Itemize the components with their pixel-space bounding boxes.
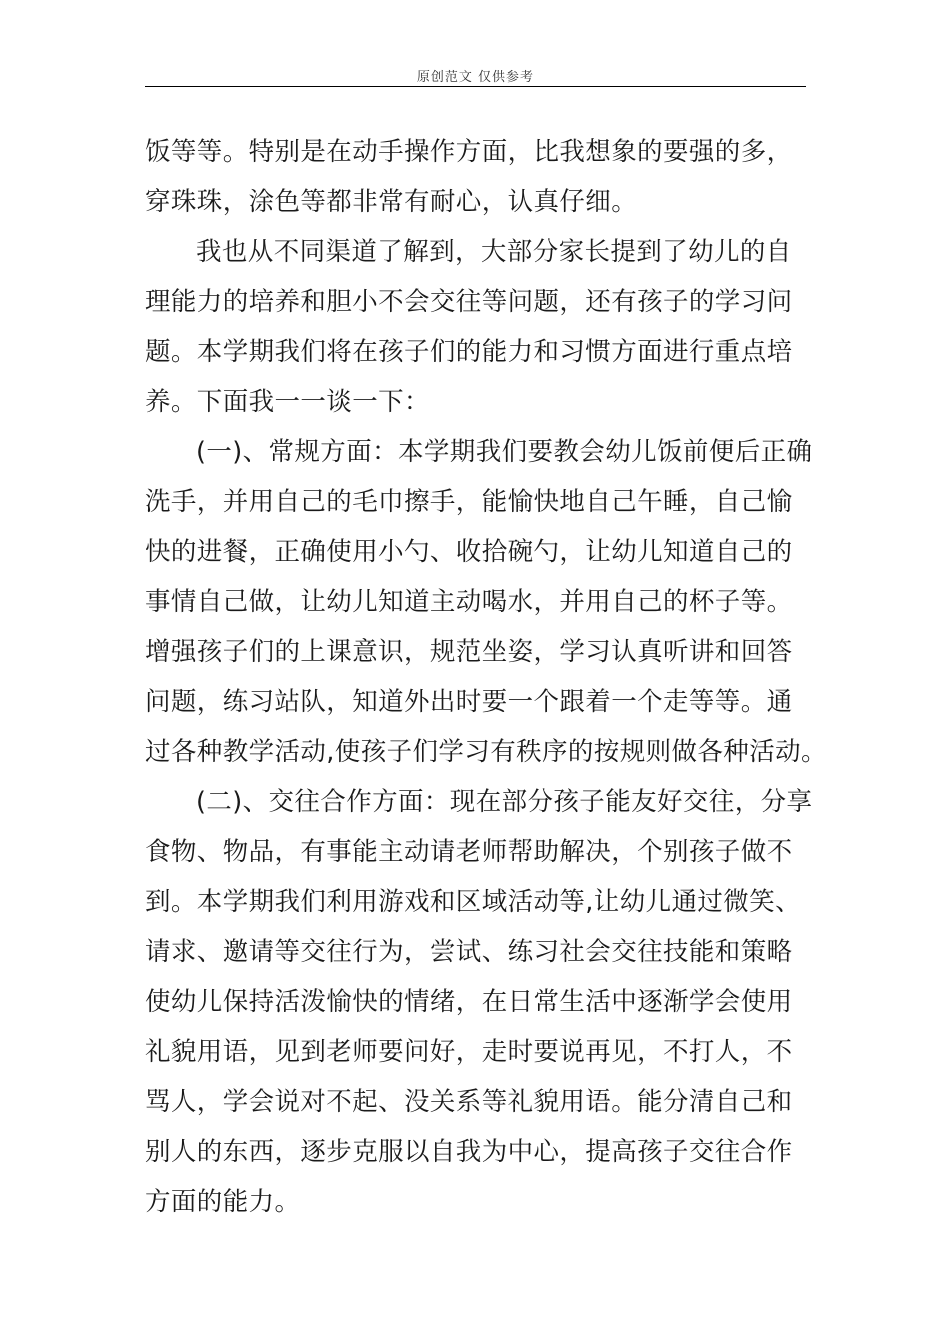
text-line: 饭等等。特别是在动手操作方面，比我想象的要强的多，: [145, 137, 793, 167]
text-line: 事情自己做，让幼儿知道主动喝水，并用自己的杯子等。: [145, 587, 793, 617]
paragraph-start-line: (一)、常规方面：本学期我们要教会幼儿饭前便后正确: [196, 437, 813, 467]
text-line: 养。下面我一一谈一下：: [145, 387, 430, 417]
text-line: 问题，练习站队，知道外出时要一个跟着一个走等等。通: [145, 687, 793, 717]
text-line: 洗手，并用自己的毛巾擦手，能愉快地自己午睡，自己愉: [145, 487, 793, 517]
paragraph-start-line: 我也从不同渠道了解到，大部分家长提到了幼儿的自: [196, 237, 792, 267]
header-divider: [145, 86, 806, 87]
text-line: 骂人，学会说对不起、没关系等礼貌用语。能分清自己和: [145, 1087, 793, 1117]
page-header: 原创范文 仅供参考: [416, 70, 535, 85]
text-line: 理能力的培养和胆小不会交往等问题，还有孩子的学习问: [145, 287, 793, 317]
paragraph-start-line: (二)、交往合作方面：现在部分孩子能友好交往，分享: [196, 787, 813, 817]
text-line: 别人的东西，逐步克服以自我为中心，提高孩子交往合作: [145, 1137, 793, 1167]
text-line: 到。本学期我们利用游戏和区域活动等,让幼儿通过微笑、: [145, 887, 802, 917]
text-line: 礼貌用语，见到老师要问好，走时要说再见，不打人，不: [145, 1037, 793, 1067]
text-line: 方面的能力。: [145, 1187, 301, 1217]
document-body: [145, 127, 827, 1227]
text-line: 增强孩子们的上课意识，规范坐姿，学习认真听讲和回答: [145, 637, 793, 667]
text-line: 题。本学期我们将在孩子们的能力和习惯方面进行重点培: [145, 337, 793, 367]
text-line: 过各种教学活动,使孩子们学习有秩序的按规则做各种活动。: [145, 737, 827, 767]
text-line: 快的进餐，正确使用小勺、收拾碗勺，让幼儿知道自己的: [145, 537, 793, 567]
text-line: 请求、邀请等交往行为，尝试、练习社会交往技能和策略: [145, 937, 793, 967]
text-line: 食物、物品，有事能主动请老师帮助解决，个别孩子做不: [145, 837, 793, 867]
text-line: 穿珠珠，涂色等都非常有耐心，认真仔细。: [145, 187, 638, 217]
text-line: 使幼儿保持活泼愉快的情绪，在日常生活中逐渐学会使用: [145, 987, 793, 1017]
